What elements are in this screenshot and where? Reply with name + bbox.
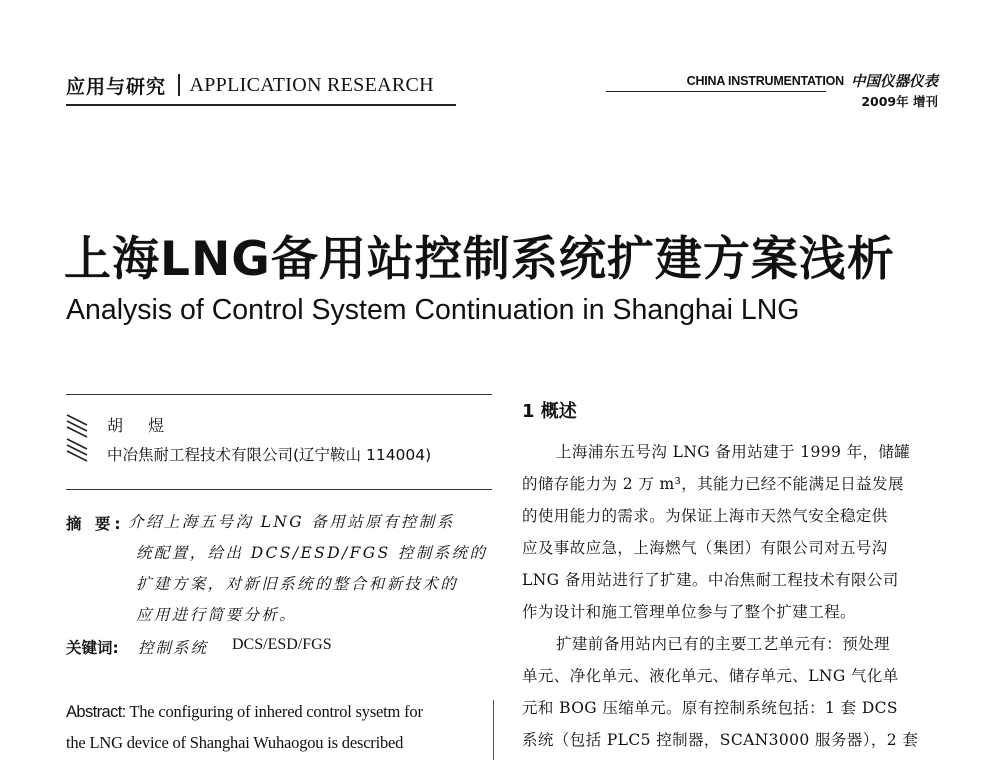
running-header-right bbox=[687, 70, 938, 91]
journal-name: 中国仪器仪表 bbox=[851, 73, 938, 90]
abstract-label: 摘 要: bbox=[66, 515, 125, 533]
paper-title-en: Analysis of Control System Continuation in Shanghai LNG bbox=[66, 294, 800, 326]
paragraph-line: 单元、净化单元、液化单元、储存单元、LNG 气化单 bbox=[522, 667, 899, 685]
english-abstract-label: Abstract: bbox=[66, 703, 126, 721]
header-rule-left bbox=[66, 104, 456, 106]
keywords-label: 关键词: bbox=[66, 639, 119, 657]
running-header-left bbox=[66, 70, 434, 100]
column-divider bbox=[493, 700, 494, 760]
abstract-top-rule bbox=[66, 489, 492, 490]
paragraph-line: 的储存能力为 2 万 m³，其能力已经不能满足日益发展 bbox=[522, 475, 904, 493]
english-abstract-line-2: the LNG device of Shanghai Wuhaogou is described bbox=[66, 733, 404, 752]
keyword-2: DCS/ESD/FGS bbox=[232, 636, 332, 653]
abstract-line-3: 扩建方案，对新旧系统的整合和新技术的 bbox=[136, 575, 459, 593]
author-affiliation: 中冶焦耐工程技术有限公司(辽宁鞍山 114004) bbox=[107, 446, 432, 464]
paragraph-line: 作为设计和施工管理单位参与了整个扩建工程。 bbox=[522, 603, 856, 621]
section-label-cn: 应用与研究 bbox=[66, 75, 167, 98]
english-abstract-text-1: The configuring of inhered control sysetm for bbox=[125, 702, 423, 721]
abstract-line-2: 统配置，给出 DCS/ESD/FGS 控制系统的 bbox=[136, 544, 488, 562]
paragraph-line: 元和 BOG 压缩单元。原有控制系统包括：1 套 DCS bbox=[522, 699, 898, 717]
paragraph-line: LNG 备用站进行了扩建。中冶焦耐工程技术有限公司 bbox=[522, 571, 899, 589]
english-abstract-line-1 bbox=[66, 702, 496, 722]
abstract-line-1: 介绍上海五号沟 LNG 备用站原有控制系 bbox=[128, 513, 455, 531]
paragraph-line: 的使用能力的需求。为保证上海市天然气安全稳定供 bbox=[522, 507, 888, 525]
header-divider bbox=[178, 74, 180, 96]
paragraph-line: 系统（包括 PLC5 控制器，SCAN3000 服务器），2 套 bbox=[522, 731, 919, 749]
section-heading: 1 概述 bbox=[522, 401, 577, 422]
header-rule-right bbox=[606, 91, 826, 92]
section-label-en: APPLICATION RESEARCH bbox=[189, 73, 434, 96]
author-name: 胡 煜 bbox=[107, 416, 175, 435]
publisher-name: CHINA INSTRUMENTATION bbox=[686, 73, 844, 88]
author-block-top-rule bbox=[66, 394, 492, 395]
keyword-1: 控制系统 bbox=[138, 639, 209, 657]
abstract-line-4: 应用进行简要分析。 bbox=[136, 606, 298, 624]
paragraph-line: 上海浦东五号沟 LNG 备用站建于 1999 年，储罐 bbox=[556, 443, 911, 461]
paper-title-cn: 上海LNG备用站控制系统扩建方案浅析 bbox=[64, 232, 895, 287]
issue-label: 2009年 增刊 bbox=[861, 94, 938, 109]
author-marker-icon bbox=[66, 412, 88, 464]
paragraph-line: 应及事故应急，上海燃气（集团）有限公司对五号沟 bbox=[522, 539, 888, 557]
paragraph-line: 扩建前备用站内已有的主要工艺单元有：预处理 bbox=[556, 635, 890, 653]
